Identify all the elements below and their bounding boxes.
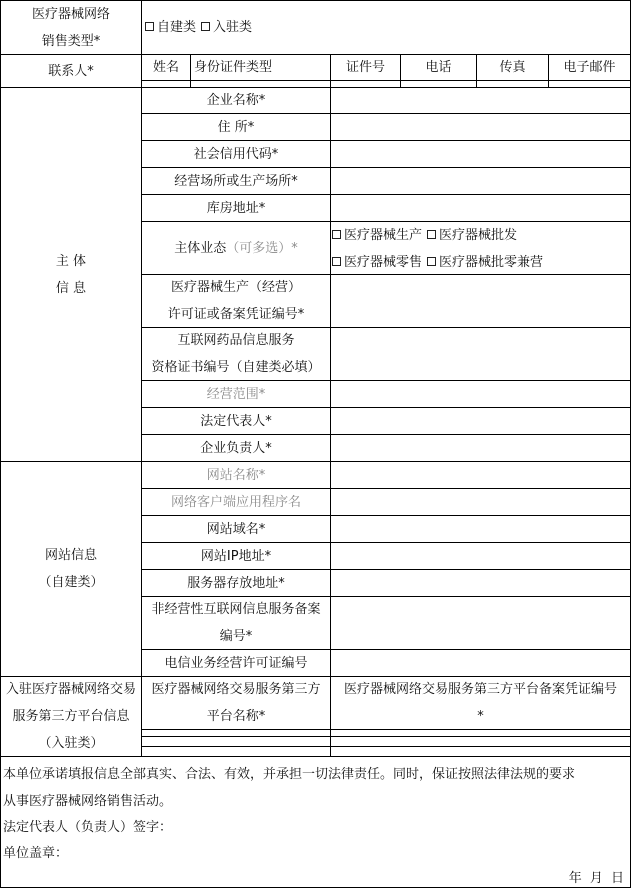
- contact-col-id-type: 身份证件类型: [190, 54, 331, 81]
- app-name-label: 网络客户端应用程序名: [141, 488, 331, 516]
- license-number-input[interactable]: [330, 274, 631, 328]
- sales-type-label-line1: 医疗器械网络: [31, 6, 110, 22]
- company-head-input[interactable]: [330, 434, 631, 462]
- business-site-input[interactable]: [330, 167, 631, 195]
- app-name-input[interactable]: [330, 488, 631, 516]
- option-settled[interactable]: 入驻类: [201, 14, 252, 41]
- contact-col-email: 电子邮件: [548, 54, 631, 81]
- option-self-built[interactable]: 自建类: [145, 14, 196, 41]
- checkbox-icon[interactable]: [201, 22, 210, 31]
- seal-label[interactable]: 单位盖章：: [3, 846, 69, 861]
- platform-info-line1: 入驻医疗器械网络交易: [5, 682, 136, 697]
- option-manufacture[interactable]: 医疗器械生产: [332, 228, 422, 243]
- business-scope-input[interactable]: [330, 380, 631, 408]
- contact-col-fax: 传真: [476, 54, 549, 81]
- platform-name-header: [141, 676, 331, 730]
- warehouse-label: 库房地址*: [141, 194, 331, 222]
- platform-name-line1: 医疗器械网络交易服务第三方: [151, 682, 321, 697]
- company-head-label: 企业负责人*: [141, 434, 331, 462]
- subject-info-line1: 主 体: [55, 253, 87, 269]
- domicile-label: 住 所*: [141, 113, 331, 141]
- license-line2: 许可证或备案凭证编号*: [167, 307, 305, 322]
- warehouse-input[interactable]: [330, 194, 631, 222]
- subject-info-line2: 信 息: [55, 280, 87, 296]
- license-line1: 医疗器械生产（经营）: [170, 280, 301, 295]
- business-scope-label: 经营范围*: [141, 380, 331, 408]
- site-name-label: 网站名称*: [141, 461, 331, 489]
- subject-info-section-label: [0, 87, 142, 462]
- credit-code-label: 社会信用代码*: [141, 140, 331, 168]
- icp-line2: 编号*: [219, 629, 253, 644]
- contact-col-id-number: 证件号: [330, 54, 401, 81]
- checkbox-icon[interactable]: [332, 230, 341, 239]
- business-form-hint: （可多选）: [226, 240, 292, 256]
- internet-drug-cert-label: [141, 327, 331, 381]
- icp-number-input[interactable]: [330, 596, 631, 650]
- checkbox-icon[interactable]: [332, 257, 341, 266]
- website-info-section-label: [0, 461, 142, 677]
- legal-rep-input[interactable]: [330, 407, 631, 435]
- internet-drug-cert-input[interactable]: [330, 327, 631, 381]
- icp-number-label: [141, 596, 331, 650]
- business-form-main: 主体业态: [174, 240, 227, 256]
- checkbox-icon[interactable]: [427, 257, 436, 266]
- internet-drug-line2: 资格证书编号（自建类必填）: [151, 360, 321, 375]
- option-retail[interactable]: 医疗器械零售: [332, 255, 422, 270]
- business-form-star: *: [291, 240, 298, 256]
- platform-record-header: [330, 676, 631, 730]
- contact-col-phone: 电话: [400, 54, 477, 81]
- platform-info-line2: 服务第三方平台信息: [12, 709, 130, 724]
- license-number-label: [141, 274, 331, 328]
- legal-rep-label: 法定代表人*: [141, 407, 331, 435]
- platform-info-section-label: [0, 676, 142, 757]
- declaration-line2: 从事医疗器械网络销售活动。: [3, 794, 173, 809]
- business-form-label: [141, 221, 331, 275]
- platform-record-line2: *: [477, 709, 484, 724]
- declaration-section: [0, 756, 631, 888]
- domain-label: 网站域名*: [141, 515, 331, 543]
- company-name-input[interactable]: [330, 87, 631, 114]
- icp-line1: 非经营性互联网信息服务备案: [151, 602, 321, 617]
- contact-col-name: 姓名: [141, 54, 191, 81]
- internet-drug-line1: 互联网药品信息服务: [177, 333, 295, 348]
- option-wholesale-retail[interactable]: 医疗器械批零兼营: [427, 255, 543, 270]
- company-name-label: 企业名称*: [141, 87, 331, 114]
- platform-record-line1: 医疗器械网络交易服务第三方平台备案凭证编号: [343, 682, 617, 697]
- telecom-license-label: 电信业务经营许可证编号: [141, 649, 331, 677]
- domain-input[interactable]: [330, 515, 631, 543]
- sales-type-label: [0, 0, 142, 55]
- declaration-line1: 本单位承诺填报信息全部真实、合法、有效，并承担一切法律责任。同时，保证按照法律法规的要求: [3, 767, 576, 782]
- ip-input[interactable]: [330, 542, 631, 570]
- sales-type-label-line2: 销售类型*: [41, 33, 101, 49]
- server-location-input[interactable]: [330, 569, 631, 597]
- signature-label[interactable]: 法定代表人（负责人）签字：: [3, 820, 173, 835]
- checkbox-icon[interactable]: [427, 230, 436, 239]
- option-wholesale[interactable]: 医疗器械批发: [427, 228, 517, 243]
- website-info-line2: （自建类）: [38, 575, 104, 590]
- server-location-label: 服务器存放地址*: [141, 569, 331, 597]
- platform-info-line3: （入驻类）: [38, 736, 104, 751]
- date-label[interactable]: 年 月 日: [568, 871, 626, 886]
- telecom-license-input[interactable]: [330, 649, 631, 677]
- platform-name-line2: 平台名称*: [206, 709, 266, 724]
- business-site-label: 经营场所或生产场所*: [141, 167, 331, 195]
- checkbox-icon[interactable]: [145, 22, 154, 31]
- website-info-line1: 网站信息: [44, 548, 97, 563]
- business-form-options: [330, 221, 631, 275]
- credit-code-input[interactable]: [330, 140, 631, 168]
- domicile-input[interactable]: [330, 113, 631, 141]
- site-name-input[interactable]: [330, 461, 631, 489]
- sales-type-options: [141, 0, 631, 55]
- ip-label: 网站IP地址*: [141, 542, 331, 570]
- contact-label: 联系人*: [0, 54, 142, 88]
